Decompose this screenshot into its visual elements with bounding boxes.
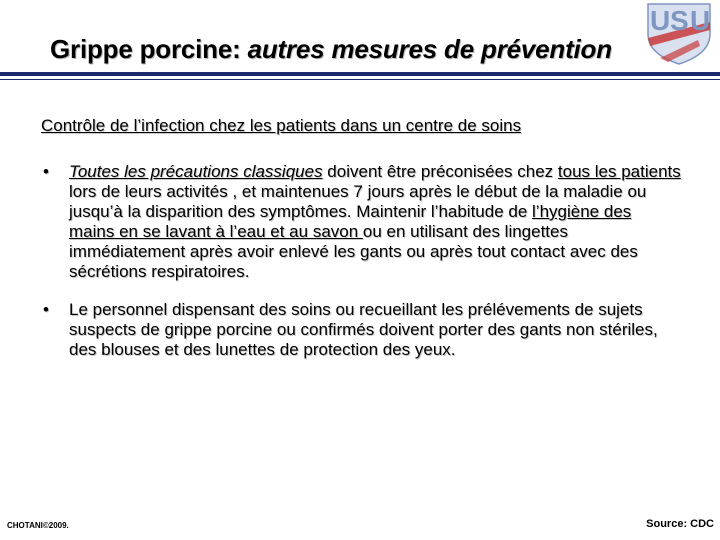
bullet-list [41,162,681,360]
copyright-footer: CHOTANI©2009. [7,521,69,530]
title-rule-thin [0,79,720,80]
svg-text:S: S [670,5,689,36]
title-italic: autres mesures de prévention [247,34,612,64]
slide-title [50,34,670,65]
svg-text:U: U [650,5,671,36]
title-rule [0,72,720,76]
bullet-item [41,162,681,282]
svg-text:U: U [690,5,711,36]
bullet-glyph: • [43,300,49,319]
bullet-item [41,300,681,360]
bullet1-text-b: lors de leurs activités , et maintenues 7 jours après le début de la maladie ou jusqu’à la disparition des symptômes. Maintenir l’habitude de [69,182,647,221]
bullet1-text-a: doivent être préconisées chez [322,162,558,181]
title-plain: Grippe porcine: [50,34,248,64]
section-subheading: Contrôle de l’infection chez les patients dans un centre de soins [41,116,522,135]
bullet1-emph-patients: tous les patients [557,162,681,181]
bullet1-text-c: ou en utilisant des lingettes immédiatement après avoir enlevé les gants ou après tout contact avec des sécrétions respiratoires. [69,222,638,281]
bullet1-emph-precautions: Toutes les précautions classiques [69,162,323,181]
bullet1-emph-hygiene: l’hygiène des mains en se lavant à l’eau et au savon [69,202,632,241]
source-footer: Source: CDC [646,518,714,530]
bullet2-text: Le personnel dispensant des soins ou recueillant les prélévements de sujets suspects de grippe porcine ou confirmés doivent porter des gants non stériles, des blouses et des lunettes de protection des yeux. [69,300,658,359]
bullet-glyph: • [43,162,49,181]
